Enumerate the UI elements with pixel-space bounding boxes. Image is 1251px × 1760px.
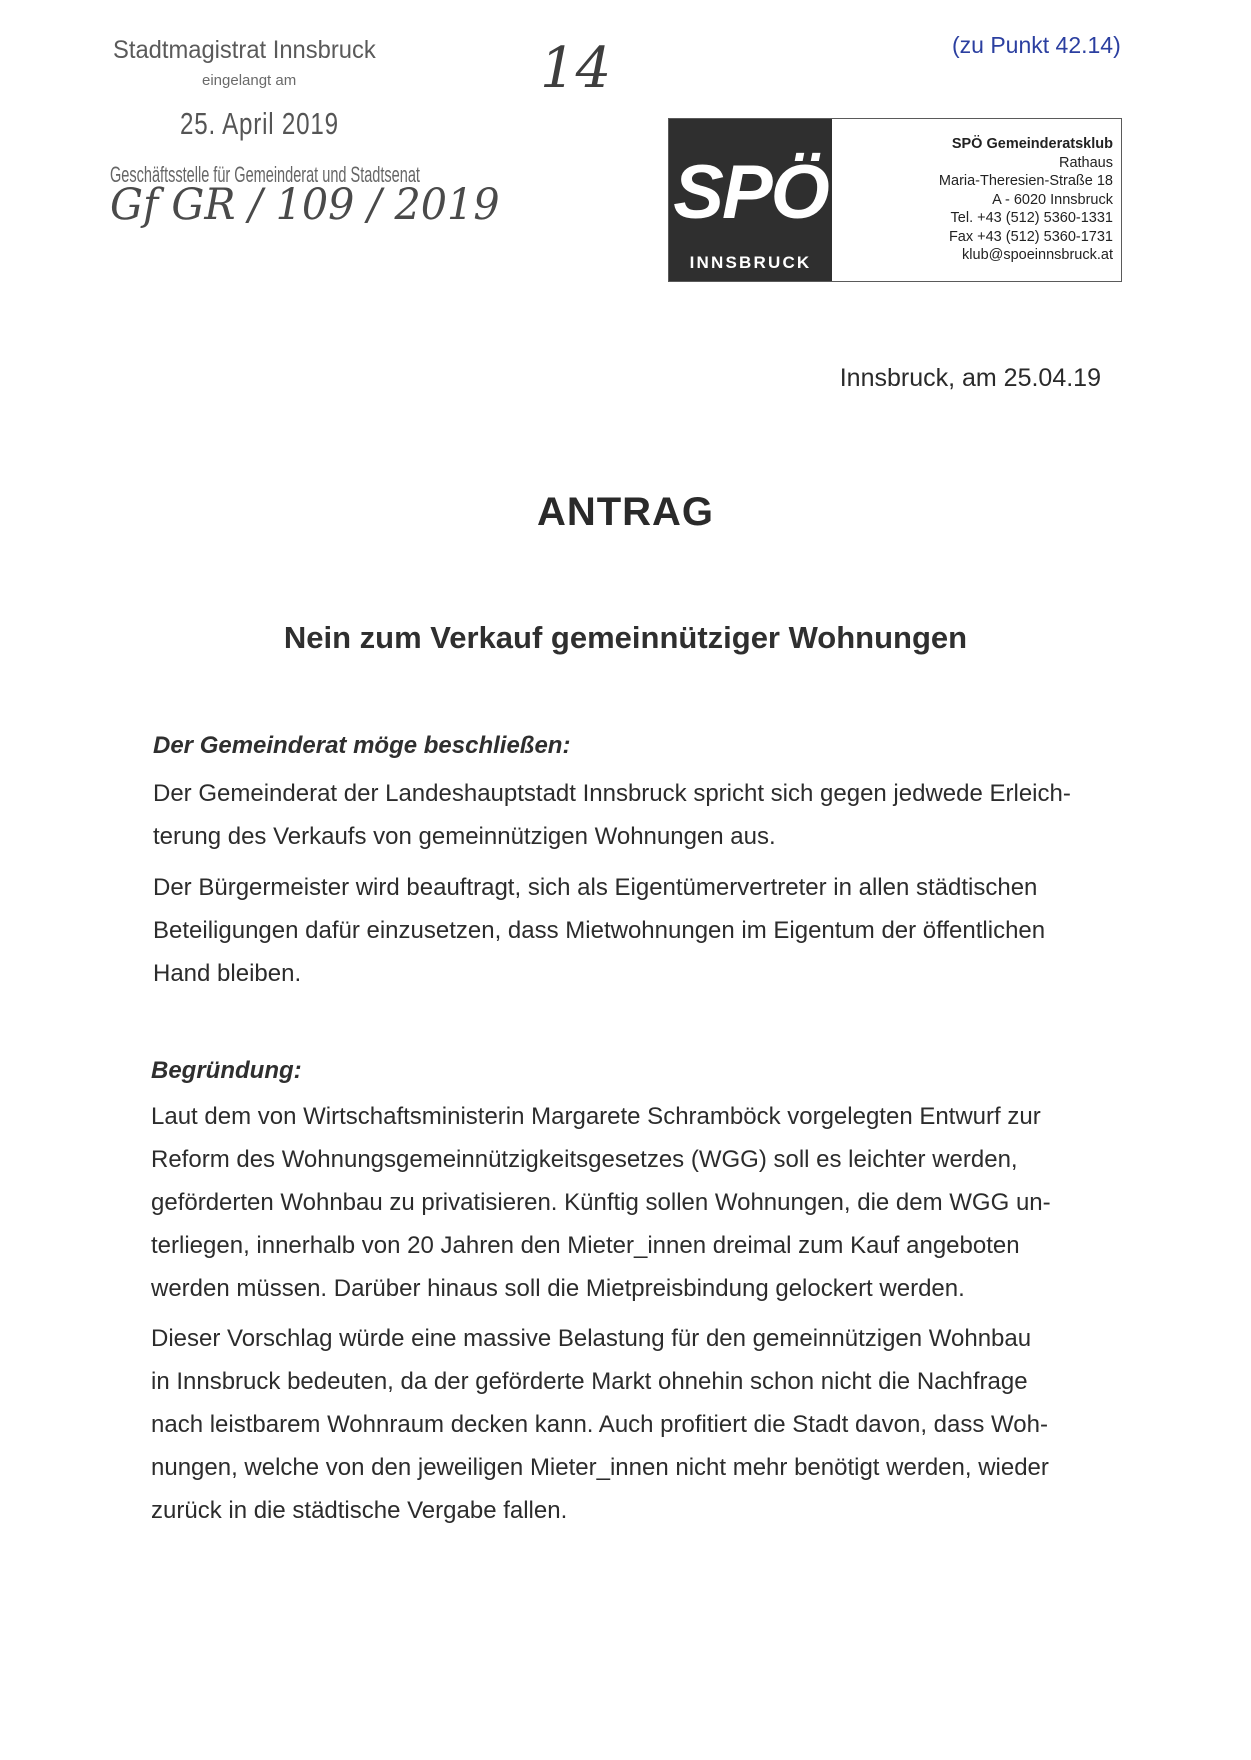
reason-line: geförderten Wohnbau zu privatisieren. Künftig sollen Wohnungen, die dem WGG un- (151, 1189, 1051, 1216)
handwritten-item-number: 14 (540, 36, 612, 101)
reason-line: terliegen, innerhalb von 20 Jahren den Mieter_innen dreimal zum Kauf angeboten (151, 1232, 1020, 1259)
motion-line: terung des Verkaufs von gemeinnützigen Wohnungen aus. (153, 823, 776, 850)
reason-line: zurück in die städtische Vergabe fallen. (151, 1497, 568, 1524)
logo-subtitle: INNSBRUCK (689, 253, 812, 272)
motion-heading: Der Gemeinderat möge beschließen: (153, 732, 571, 759)
reason-line: in Innsbruck bedeuten, da der geförderte Markt ohnehin schon nicht die Nachfrage (151, 1368, 1028, 1395)
spoe-logo (669, 119, 832, 281)
reason-line: Laut dem von Wirtschaftsministerin Margarete Schramböck vorgelegten Entwurf zur (151, 1103, 1041, 1130)
stamp-office: Stadtmagistrat Innsbruck (113, 36, 376, 64)
reason-line: Reform des Wohnungsgemeinnützigkeitsgesetzes (WGG) soll es leichter werden, (151, 1146, 1018, 1173)
club-fax: Fax +43 (512) 5360-1731 (948, 228, 1113, 245)
stamp-date: 25. April 2019 (180, 106, 339, 141)
motion-line: Der Bürgermeister wird beauftragt, sich als Eigentümervertreter in allen städtischen (153, 874, 1038, 901)
club-postal: A - 6020 Innsbruck (992, 191, 1113, 208)
club-email: klub@spoeinnsbruck.at (962, 247, 1113, 263)
place-date: Innsbruck, am 25.04.19 (839, 364, 1101, 392)
club-building: Rathaus (1058, 154, 1113, 171)
motion-line: Hand bleiben. (153, 960, 302, 987)
stamp-department: Geschäftsstelle für Gemeinderat und Stadtsenat (110, 162, 420, 187)
reason-line: nach leistbarem Wohnraum decken kann. Auch profitiert die Stadt davon, dass Woh- (151, 1411, 1048, 1438)
agenda-reference: (zu Punkt 42.14) (952, 32, 1121, 58)
reason-line: Dieser Vorschlag würde eine massive Belastung für den gemeinnützigen Wohnbau (151, 1325, 1032, 1352)
document-subtitle: Nein zum Verkauf gemeinnütziger Wohnungen (283, 620, 968, 655)
motion-line (153, 780, 1108, 808)
letterhead (668, 118, 1122, 282)
motion-line: Beteiligungen dafür einzusetzen, dass Mietwohnungen im Eigentum der öffentlichen (153, 917, 1046, 944)
document-title: ANTRAG (536, 490, 715, 534)
handwritten-reference: Gf GR / 109 / 2019 (110, 180, 500, 230)
reason-heading: Begründung: (151, 1057, 302, 1084)
club-name: SPÖ Gemeinderatsklub (951, 136, 1113, 152)
club-tel: Tel. +43 (512) 5360-1331 (950, 210, 1113, 226)
motion-text: Der Gemeinderat der Landeshauptstadt Innsbruck spricht sich gegen jedwede Erleich- (153, 780, 1071, 807)
club-street: Maria-Theresien-Straße 18 (938, 173, 1113, 189)
stamp-received-label: eingelangt am (202, 72, 297, 89)
logo-text: SPÖ (673, 150, 828, 235)
reason-line: werden müssen. Darüber hinaus soll die Mietpreisbindung gelockert werden. (151, 1275, 965, 1302)
club-address (939, 135, 1113, 265)
reason-line: nungen, welche von den jeweiligen Mieter_innen nicht mehr benötigt werden, wieder (151, 1454, 1049, 1481)
